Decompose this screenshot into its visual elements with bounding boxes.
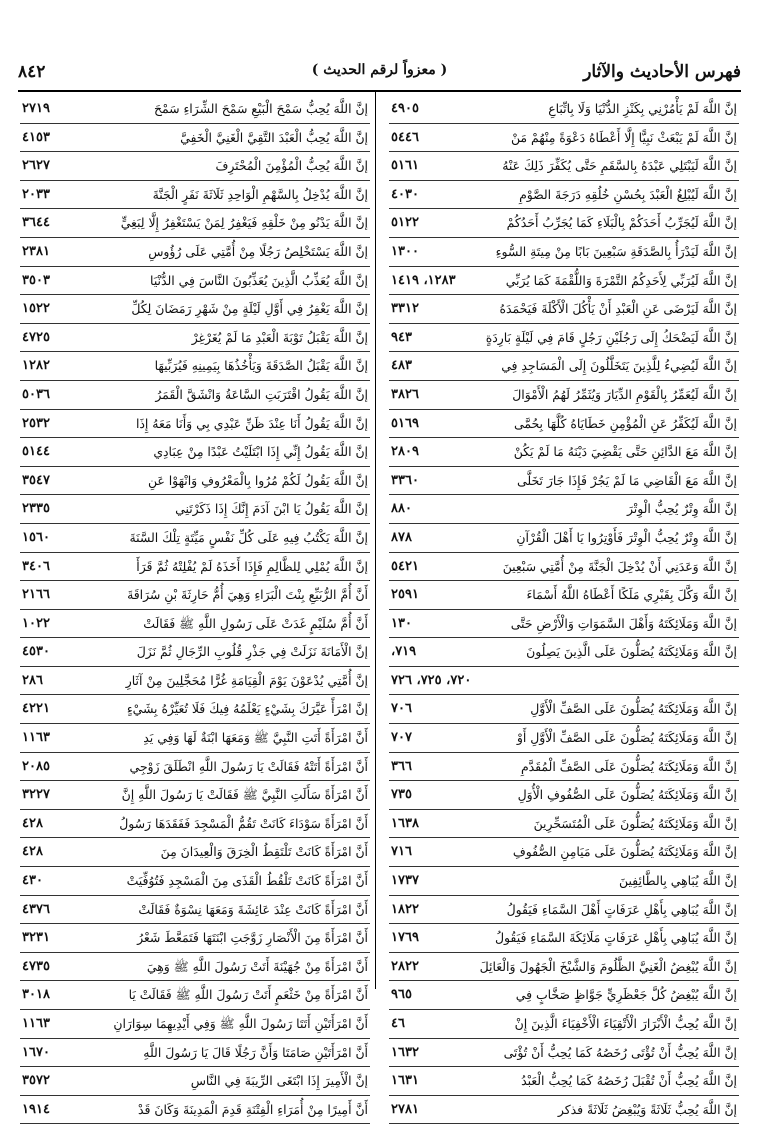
entry-hadith-number: ١٨٢٢ bbox=[391, 901, 419, 917]
entry-hadith-number: ١٠٢٢ bbox=[22, 615, 50, 631]
entry-text: أَنَّ امْرَأَةً أَتَتْهُ فَقَالَتْ يَا رَسُولَ اللَّهِ انْطَلَقَ زَوْجِي bbox=[129, 758, 368, 774]
index-entry bbox=[20, 753, 370, 782]
entry-text: إنَّ اللَّهَ يُبَاهِي بِأَهْلِ عَرَفَاتٍ أَهْلَ السَّمَاءِ فَيَقُولُ bbox=[506, 901, 737, 917]
index-entry bbox=[20, 581, 370, 610]
entry-text: إنَّ اللَّهَ وِتْرٌ يُحِبُّ الْوِتْرَ bbox=[626, 501, 737, 517]
entry-hadith-number: ٥٤٤٦ bbox=[391, 129, 419, 145]
page-header bbox=[18, 62, 741, 88]
index-entry bbox=[20, 896, 370, 925]
entry-hadith-number: ٣٨٢٦ bbox=[391, 386, 419, 402]
entry-hadith-number: ٤٣٠ bbox=[22, 873, 43, 889]
entry-text: أَنَّ امْرَأَةً كَانَتْ عِنْدَ عَائِشَةَ وَمَعَهَا نِسْوَةٌ فَقَالَتْ bbox=[138, 901, 368, 917]
entry-text: إنَّ اللَّهَ لَيَضْحَكُ إِلَى رَجُلَيْنِ رَجُلٍ قَامَ فِي لَيْلَةٍ بَارِدَةٍ bbox=[485, 329, 737, 345]
entry-hadith-number: ٣٦٤٤ bbox=[22, 215, 50, 231]
index-entry bbox=[389, 467, 739, 496]
page-subtitle: ( معزواً لرقم الحديث ) bbox=[311, 62, 448, 78]
entry-hadith-number: ٣٥٤٧ bbox=[22, 472, 50, 488]
entry-hadith-number: ٤٧٣٥ bbox=[22, 958, 50, 974]
entry-text: إنَّ اللَّهَ يَقُولُ لَكُمْ مُرُوا بِالْمَعْرُوفِ وَانْهَوْا عَنِ bbox=[147, 472, 368, 488]
index-entry bbox=[389, 1067, 739, 1096]
index-entry bbox=[20, 781, 370, 810]
entry-text: إنَّ اللَّهَ لَمْ يَأْمُرْنِي بِكَنْزِ الدُّنْيَا وَلَا بِاتِّبَاعِ bbox=[548, 101, 737, 116]
index-entry bbox=[389, 295, 739, 324]
index-entry bbox=[389, 724, 739, 753]
entry-hadith-number: ٤٢٨ bbox=[22, 815, 43, 831]
index-entry bbox=[20, 981, 370, 1010]
entry-hadith-number: ١٣٠ bbox=[391, 615, 412, 631]
index-entry bbox=[20, 638, 370, 667]
page-title: فهرس الأحاديث والآثار bbox=[583, 62, 741, 82]
entry-hadith-number: ٥١٦١ bbox=[391, 158, 419, 174]
entry-text: أَنَّ امْرَأَتَيْنِ أَتَتَا رَسُولَ اللَّهِ ﷺ وَفِي أَيْدِيهِمَا سِوَارَانِ bbox=[113, 1016, 368, 1031]
index-entry bbox=[20, 838, 370, 867]
index-entry bbox=[20, 1067, 370, 1096]
entry-hadith-number: ٧٣٥ bbox=[391, 787, 412, 803]
entry-text: إنَّ اللَّهَ وَمَلَائِكَتَهُ يُصَلُّونَ عَلَى الَّذِينَ يَصِلُونَ bbox=[526, 644, 737, 660]
entry-hadith-number: ١٣٠٠ bbox=[391, 243, 419, 259]
index-entry bbox=[20, 95, 370, 124]
entry-hadith-number: ٢٣٨١ bbox=[22, 243, 50, 259]
index-entry bbox=[389, 324, 739, 353]
index-entry bbox=[389, 981, 739, 1010]
entry-text: إنَّ اللَّهَ يُحِبُّ أَنْ تُؤْتَى رُخَصُهُ كَمَا يُحِبُّ أَنْ تُؤْتَى bbox=[503, 1044, 737, 1060]
left-column bbox=[20, 95, 370, 1124]
entry-hadith-number: ٤٥٣٠ bbox=[22, 644, 50, 660]
entry-hadith-number: ٢٥٩١ bbox=[391, 587, 419, 603]
entry-text: إنَّ اللَّهَ يُبَاهِي بِالطَّائِفِينَ bbox=[619, 873, 737, 889]
entry-hadith-number: ١٧٦٩ bbox=[391, 930, 419, 946]
index-entry bbox=[20, 209, 370, 238]
entry-text: إنَّ اللَّهَ لَيُعَمِّرُ بِالْقَوْمِ الدِّيَارَ وَيُثَمِّرُ لَهُمُ الْأَمْوَالَ bbox=[512, 386, 737, 402]
index-entry bbox=[20, 495, 370, 524]
entry-text: إنَّ اللَّهَ لَيُكَفِّرُ عَنِ الْمُؤْمِنِ خَطَايَاهُ كُلَّهَا بِحُمَّى bbox=[514, 415, 737, 431]
entry-hadith-number: ٣٥٠٣ bbox=[22, 272, 50, 288]
entry-text: إنَّ اللَّهَ وَمَلَائِكَتَهُ يُصَلُّونَ عَلَى الصُّفُوفِ الْأُوَلِ bbox=[517, 787, 737, 803]
entry-text: إنَّ اللَّهَ وَمَلَائِكَتَهُ يُصَلُّونَ عَلَى الصَّفِّ الْأَوَّلِ bbox=[530, 701, 737, 717]
entry-hadith-number: ٤٠٣٠ bbox=[391, 186, 419, 202]
index-entry bbox=[20, 381, 370, 410]
entry-text: إنَّ اللَّهَ يَقُولُ أَنَا عِنْدَ ظَنِّ عَبْدِي بِي وَأَنَا مَعَهُ إِذَا bbox=[135, 415, 368, 431]
entry-hadith-number: ١٢٨٣، ١٤١٩ bbox=[391, 272, 456, 288]
entry-text: إنَّ اللَّهَ يُحِبُّ سَمْحَ الْبَيْعِ سَمْحَ الشِّرَاءِ سَمْحَ bbox=[154, 101, 368, 116]
entry-hadith-number: ١٥٢٢ bbox=[22, 301, 50, 317]
index-entry bbox=[20, 924, 370, 953]
index-entry bbox=[20, 410, 370, 439]
entry-hadith-number: ٥٠٣٦ bbox=[22, 386, 50, 402]
index-entry bbox=[20, 1010, 370, 1039]
index-entry bbox=[389, 495, 739, 524]
index-entry bbox=[389, 95, 739, 124]
entry-text: أَنَّ أُمَّ الرُّبَيِّعِ بِنْتَ الْبَرَاءِ وَهِيَ أُمُّ حَارِثَةَ بْنِ سُرَاقَةَ bbox=[127, 587, 368, 603]
index-entry bbox=[389, 209, 739, 238]
index-entry bbox=[389, 267, 739, 296]
index-entry bbox=[20, 953, 370, 982]
index-entry bbox=[20, 553, 370, 582]
entry-text: إنَّ اللَّهَ يَسْتَخْلِصُ رَجُلًا مِنْ أُمَّتِي عَلَى رُؤُوسِ bbox=[148, 243, 368, 259]
entry-hadith-number: ٥١٢٢ bbox=[391, 215, 419, 231]
entry-hadith-number: ٨٨٠ bbox=[391, 501, 412, 517]
entry-text: إنَّ اللَّهَ يُدْخِلُ بِالسَّهْمِ الْوَاحِدِ ثَلَاثَةَ نَفَرٍ الْجَنَّةَ bbox=[152, 186, 368, 202]
entry-text: إنَّ اللَّهَ وَمَلَائِكَتَهُ يُصَلُّونَ عَلَى الْمُتَسَحِّرِينَ bbox=[533, 815, 737, 831]
entry-text: إنَّ اللَّهَ يُحِبُّ الْأَبْرَارَ الْأَتْقِيَاءَ الْأَخْفِيَاءَ الَّذِينَ إِنْ bbox=[514, 1016, 737, 1031]
entry-text: إنَّ اللَّهَ وَمَلَائِكَتَهُ يُصَلُّونَ عَلَى مَيَامِنِ الصُّفُوفِ bbox=[512, 844, 737, 860]
entry-text: أَنَّ امْرَأَةً أَتَتِ النَّبِيَّ ﷺ وَمَعَهَا ابْنَةٌ لَهَا وَفِي يَدِ bbox=[143, 730, 368, 746]
entry-hadith-number: ٤٩٠٥ bbox=[391, 101, 419, 116]
index-entry bbox=[20, 524, 370, 553]
index-entry bbox=[389, 1010, 739, 1039]
entry-text: إنَّ اللَّهَ يُحِبُّ ثَلَاثَةً وَيُبْغِضُ ثَلَاثَةً فذكر bbox=[557, 1101, 737, 1117]
index-entry bbox=[389, 1039, 739, 1068]
index-entry bbox=[20, 695, 370, 724]
index-entry bbox=[389, 410, 739, 439]
entry-hadith-number: ٧١٦ bbox=[391, 844, 412, 860]
entry-hadith-number: ٧١٩، bbox=[391, 644, 417, 660]
entry-hadith-number: ٤٨٣ bbox=[391, 358, 412, 374]
entry-text: أَنَّ امْرَأَتَيْنِ صَامَتَا وَأَنَّ رَجُلًا قَالَ يَا رَسُولَ اللَّهِ bbox=[143, 1044, 368, 1060]
entry-text: إنَّ الْأَمِيرَ إِذَا ابْتَغَى الرِّيبَةَ فِي النَّاسِ bbox=[190, 1073, 368, 1089]
entry-hadith-number: ١٧٣٧ bbox=[391, 873, 419, 889]
entry-hadith-number: ٢٣٣٥ bbox=[22, 501, 50, 517]
index-entry bbox=[389, 524, 739, 553]
index-entry bbox=[389, 581, 739, 610]
entry-text: أَنَّ امْرَأَةً سَأَلَتِ النَّبِيَّ ﷺ فَقَالَتْ يَا رَسُولَ اللَّهِ إِنَّ bbox=[121, 787, 368, 803]
entry-hadith-number: ١١٦٣ bbox=[22, 1016, 50, 1031]
entry-hadith-number: ٩٦٥ bbox=[391, 987, 412, 1003]
entry-text: أَنَّ امْرَأَةً مِنْ خَثْعَمٍ أَتَتْ رَسُولَ اللَّهِ ﷺ فَقَالَتْ يَا bbox=[128, 987, 368, 1003]
entry-text: أَنَّ امْرَأَةً مِنْ جُهَيْنَةَ أَتَتْ رَسُولَ اللَّهِ ﷺ وَهِيَ bbox=[146, 958, 368, 974]
entry-text: أَنَّ أُمَّ سُلَيْمٍ غَدَتْ عَلَى رَسُولِ اللَّهِ ﷺ فَقَالَتْ bbox=[143, 615, 368, 631]
entry-text: إنَّ اللَّهَ لَمْ يَبْعَثْ نَبِيًّا إِلَّا أَعْطَاهُ دَعْوَةً مِنْهُمْ مَنْ bbox=[511, 129, 737, 145]
entry-hadith-number: ٤١٥٣ bbox=[22, 129, 50, 145]
entry-text: إنَّ اللَّهَ مَعَ الْقَاضِي مَا لَمْ يَجُرْ فَإِذَا جَارَ تَخَلَّى bbox=[517, 472, 737, 488]
entry-hadith-number: ٢٨٦ bbox=[22, 672, 43, 688]
entry-hadith-number: ٣٦٦ bbox=[391, 758, 412, 774]
entry-text: إنَّ اللَّهَ وَكَّلَ بِقَبْرِي مَلَكًا أَعْطَاهُ اللَّهُ أَسْمَاءَ bbox=[526, 587, 737, 603]
index-entry bbox=[20, 352, 370, 381]
right-column bbox=[389, 95, 739, 1124]
entry-text: إنَّ اللَّهَ لَيَرْضَى عَنِ الْعَبْدِ أَنْ يَأْكُلَ الْأَكْلَةَ فَيَحْمَدَهُ bbox=[499, 301, 737, 317]
entry-hadith-number: ٢٦٢٧ bbox=[22, 158, 50, 174]
index-entry bbox=[20, 238, 370, 267]
entry-hadith-number: ١٢٨٢ bbox=[22, 358, 50, 374]
entry-text: إنَّ اللَّهَ يُبْغِضُ كُلَّ جَعْظَرِيٍّ جَوَّاظٍ صَخَّابٍ فِي bbox=[515, 987, 737, 1003]
entry-hadith-number: ٣٠١٨ bbox=[22, 987, 50, 1003]
index-entry bbox=[389, 924, 739, 953]
index-entry bbox=[389, 781, 739, 810]
entry-text: أَنَّ أَمِيرًا مِنْ أُمَرَاءِ الْفِتْنَةِ قَدِمَ الْمَدِينَةَ وَكَانَ قَدْ bbox=[137, 1101, 368, 1117]
entry-hadith-number: ٢٠٣٣ bbox=[22, 186, 50, 202]
entry-text: إنَّ اللَّهَ يَدْنُو مِنْ خَلْقِهِ فَيَغْفِرُ لِمَنْ يَسْتَغْفِرُ إِلَّا لِبَغِيٍّ bbox=[120, 215, 368, 231]
index-entry bbox=[389, 695, 739, 724]
index-entry bbox=[20, 724, 370, 753]
header-rule bbox=[18, 90, 741, 92]
entry-hadith-number: ٢٨٢٢ bbox=[391, 958, 419, 974]
index-entry bbox=[389, 953, 739, 982]
index-entry bbox=[20, 438, 370, 467]
entry-text: إنَّ اللَّهَ يُمْلِي لِلظَّالِمِ فَإِذَا أَخَذَهُ لَمْ يُفْلِتْهُ ثُمَّ قَرَأَ bbox=[136, 558, 368, 574]
index-entry bbox=[389, 152, 739, 181]
entry-text: إنَّ اللَّهَ يَقُولُ يَا ابْنَ آدَمَ إِنَّكَ إِذَا ذَكَرْتَنِي bbox=[175, 501, 368, 517]
index-entry bbox=[389, 238, 739, 267]
entry-text: إنَّ اللَّهَ يَقُولُ اقْتَرَبَتِ السَّاعَةُ وَانْشَقَّ الْقَمَرُ bbox=[155, 386, 368, 402]
entry-hadith-number: ٢٨٠٩ bbox=[391, 444, 419, 460]
entry-text: إنَّ اللَّهَ وَمَلَائِكَتَهُ يُصَلُّونَ عَلَى الصَّفِّ الْمُقَدَّمِ bbox=[520, 758, 737, 774]
index-entry bbox=[20, 667, 370, 696]
entry-hadith-number: ٩٤٣ bbox=[391, 329, 412, 345]
entry-text: إنَّ اللَّهَ لَيُرَبِّي لِأَحَدِكُمُ التَّمْرَةَ وَاللُّقْمَةَ كَمَا يُرَبِّي bbox=[505, 272, 737, 288]
entry-text: إنَّ اللَّهَ وِتْرٌ يُحِبُّ الْوِتْرَ فَأَوْتِرُوا يَا أَهْلَ الْقُرْآنِ bbox=[516, 529, 737, 545]
index-entry bbox=[20, 152, 370, 181]
entry-text: إنَّ اللَّهَ لَيَبْتَلِي عَبْدَهُ بِالسَّقَمِ حَتَّى يُكَفِّرَ ذَلِكَ عَنْهُ bbox=[502, 158, 737, 174]
entry-text: أَنَّ امْرَأَةً كَانَتْ تَلْتَقِطُ الْخِرَقَ وَالْعِيدَانَ مِنَ bbox=[160, 844, 368, 860]
index-entry bbox=[20, 267, 370, 296]
index-entry bbox=[389, 352, 739, 381]
entry-text: إنَّ اللَّهَ لَيُجَرِّبُ أَحَدَكُمْ بِالْبَلَاءِ كَمَا يُجَرِّبُ أَحَدُكُمْ bbox=[506, 215, 737, 231]
entry-text: إنَّ اللَّهَ لَيُبْلِغُ الْعَبْدَ بِحُسْنِ خُلُقِهِ دَرَجَةَ الصَّوْمِ bbox=[519, 186, 737, 202]
entry-text: إنَّ اللَّهَ يَكْتُبُ فِيهِ عَلَى كُلِّ نَفْسٍ مَيِّتَةٍ تِلْكَ السَّنَةَ bbox=[129, 529, 368, 545]
index-entry bbox=[389, 753, 739, 782]
entry-hadith-number: ٧٠٦ bbox=[391, 701, 412, 717]
entry-text: أَنَّ امْرَأَةً سَوْدَاءَ كَانَتْ تَقُمُّ الْمَسْجِدَ فَفَقَدَهَا رَسُولُ bbox=[119, 815, 368, 831]
entry-hadith-number: ١٥٦٠ bbox=[22, 529, 50, 545]
page-number: ٨٤٢ bbox=[18, 62, 46, 82]
entry-text: إنَّ اللَّهَ وَعَدَنِي أَنْ يُدْخِلَ الْجَنَّةَ مِنْ أُمَّتِي سَبْعِينَ bbox=[502, 558, 737, 574]
entry-text: إنَّ اللَّهَ يُحِبُّ الْمُؤْمِنَ الْمُحْتَرِفَ bbox=[215, 158, 368, 174]
entry-text: إنَّ اللَّهَ مَعَ الدَّائِنِ حَتَّى يَقْضِيَ دَيْنَهُ مَا لَمْ يَكُنْ bbox=[513, 444, 737, 460]
index-entry bbox=[389, 610, 739, 639]
index-entry bbox=[20, 467, 370, 496]
index-entry bbox=[389, 1096, 739, 1124]
index-entry bbox=[389, 838, 739, 867]
index-entry bbox=[389, 810, 739, 839]
entry-hadith-number: ٥١٦٩ bbox=[391, 415, 419, 431]
entry-hadith-number: ١٦٣١ bbox=[391, 1073, 419, 1089]
entry-hadith-number: ٣٢٢٧ bbox=[22, 787, 50, 803]
entry-text: إنَّ اللَّهَ يُبَاهِي بِأَهْلِ عَرَفَاتٍ مَلَائِكَةَ السَّمَاءِ فَيَقُولُ bbox=[495, 930, 737, 946]
entry-text: إنَّ اللَّهَ يُعَذِّبُ الَّذِينَ يُعَذِّبُونَ النَّاسَ فِي الدُّنْيَا bbox=[150, 272, 368, 288]
entry-hadith-number: ١٦٣٨ bbox=[391, 815, 419, 831]
entry-text: أَنَّ امْرَأَةً كَانَتْ تَلْقُطُ الْقَذَى مِنَ الْمَسْجِدِ فَتُوُفِّيَتْ bbox=[126, 873, 368, 889]
index-entry bbox=[20, 124, 370, 153]
index-entry bbox=[20, 867, 370, 896]
index-entry bbox=[389, 381, 739, 410]
entry-text: إنَّ اللَّهَ لَيَدْرَأُ بِالصَّدَقَةِ سَبْعِينَ بَابًا مِنْ مِيتَةِ السُّوءِ bbox=[495, 243, 737, 259]
index-entry bbox=[389, 438, 739, 467]
entry-text: إنَّ اللَّهَ يَغْفِرُ فِي أَوَّلِ لَيْلَةٍ مِنْ شَهْرِ رَمَضَانَ لِكُلِّ bbox=[131, 301, 368, 317]
index-entry bbox=[20, 1096, 370, 1124]
entry-text: أَنَّ امْرَأَةً مِنَ الْأَنْصَارِ زَوَّجَتِ ابْنَتَهَا فَتَمَعَّطَ شَعْرُ bbox=[137, 930, 368, 946]
index-entry bbox=[389, 181, 739, 210]
entry-hadith-number: ٧٢٠، ٧٢٥، ٧٢٦ bbox=[391, 672, 472, 688]
index-entry bbox=[389, 638, 739, 667]
entry-hadith-number: ٢٧٨١ bbox=[391, 1101, 419, 1117]
index-entry bbox=[20, 295, 370, 324]
entry-text: إنَّ اللَّهَ يُحِبُّ أَنْ تُقْبَلَ رُخَصُهُ كَمَا يُحِبُّ الْعَبْدُ bbox=[521, 1073, 737, 1089]
index-entry bbox=[20, 610, 370, 639]
entry-text: إنَّ اللَّهَ يُبْغِضُ الْغَنِيَّ الظَّلُومَ وَالشَّيْخَ الْجَهُولَ وَالْعَائِلَ bbox=[479, 958, 737, 974]
entry-hadith-number: ٤٢٢١ bbox=[22, 701, 50, 717]
entry-hadith-number: ١٦٧٠ bbox=[22, 1044, 50, 1060]
entry-hadith-number: ٥٤٢١ bbox=[391, 558, 419, 574]
entry-hadith-number: ١٦٣٢ bbox=[391, 1044, 419, 1060]
entry-text: إنَّ امْرَأً عَيَّرَكَ بِشَيْءٍ يَعْلَمُهُ فِيكَ فَلَا تُعَيِّرْهُ بِشَيْءٍ bbox=[126, 701, 368, 717]
entry-hadith-number: ٤٣٧٦ bbox=[22, 901, 50, 917]
entry-hadith-number: ٤٢٨ bbox=[22, 844, 43, 860]
entry-hadith-number: ٨٧٨ bbox=[391, 529, 412, 545]
index-entry bbox=[20, 810, 370, 839]
entry-hadith-number: ٣٣٦٠ bbox=[391, 472, 419, 488]
entry-hadith-number: ١٩١٤ bbox=[22, 1101, 50, 1117]
index-entry bbox=[20, 1039, 370, 1068]
index-entry bbox=[389, 667, 739, 696]
column-divider bbox=[375, 90, 376, 989]
entry-text: إنَّ اللَّهَ لَيُضِيءُ لِلَّذِينَ يَتَخَلَّلُونَ إِلَى الْمَسَاجِدِ فِي bbox=[501, 358, 737, 374]
entry-hadith-number: ٣٤٠٦ bbox=[22, 558, 50, 574]
entry-hadith-number: ٢٧١٩ bbox=[22, 101, 50, 116]
entry-text: إنَّ اللَّهَ يَقْبَلُ الصَّدَقَةَ وَيَأْخُذُهَا بِيَمِينِهِ فَيُرَبِّيهَا bbox=[154, 358, 368, 374]
index-entry bbox=[389, 124, 739, 153]
entry-text: إنَّ أُمَّتِي يُدْعَوْنَ يَوْمَ الْقِيَامَةِ غُرًّا مُحَجَّلِينَ مِنْ آثَارِ bbox=[125, 672, 368, 688]
entry-hadith-number: ٢٥٣٢ bbox=[22, 415, 50, 431]
entry-hadith-number: ٣٥٧٢ bbox=[22, 1073, 50, 1089]
entry-hadith-number: ٢٠٨٥ bbox=[22, 758, 50, 774]
entry-text: إنَّ اللَّهَ يَقْبَلُ تَوْبَةَ الْعَبْدِ مَا لَمْ يُغَرْغِرْ bbox=[191, 329, 368, 345]
entry-text: إنَّ اللَّهَ يُحِبُّ الْعَبْدَ التَّقِيَّ الْغَنِيَّ الْخَفِيَّ bbox=[180, 129, 368, 145]
entry-text: إنَّ اللَّهَ وَمَلَائِكَتَهُ وَأَهْلَ السَّمَوَاتِ وَالْأَرْضِ حَتَّى bbox=[510, 615, 737, 631]
entry-text: إنَّ اللَّهَ يَقُولُ إِنِّي إِذَا ابْتَلَيْتُ عَبْدًا مِنْ عِبَادِي bbox=[153, 444, 368, 460]
entry-hadith-number: ٤٦ bbox=[391, 1016, 405, 1031]
index-entry bbox=[20, 181, 370, 210]
index-entry bbox=[389, 867, 739, 896]
entry-text: إنَّ الْأَمَانَةَ نَزَلَتْ فِي جَذْرِ قُلُوبِ الرِّجَالِ ثُمَّ نَزَلَ bbox=[136, 644, 368, 660]
entry-hadith-number: ٣٣١٢ bbox=[391, 301, 419, 317]
entry-hadith-number: ٣٢٣١ bbox=[22, 930, 50, 946]
entry-text: إنَّ اللَّهَ وَمَلَائِكَتَهُ يُصَلُّونَ عَلَى الصَّفِّ الْأَوَّلِ أَوْ bbox=[516, 730, 737, 746]
index-entry bbox=[389, 553, 739, 582]
entry-hadith-number: ٢١٦٦ bbox=[22, 587, 50, 603]
entry-hadith-number: ٥١٤٤ bbox=[22, 444, 50, 460]
entry-hadith-number: ٤٧٢٥ bbox=[22, 329, 50, 345]
index-entry bbox=[389, 896, 739, 925]
index-entry bbox=[20, 324, 370, 353]
entry-hadith-number: ١١٦٣ bbox=[22, 730, 50, 746]
entry-hadith-number: ٧٠٧ bbox=[391, 730, 412, 746]
